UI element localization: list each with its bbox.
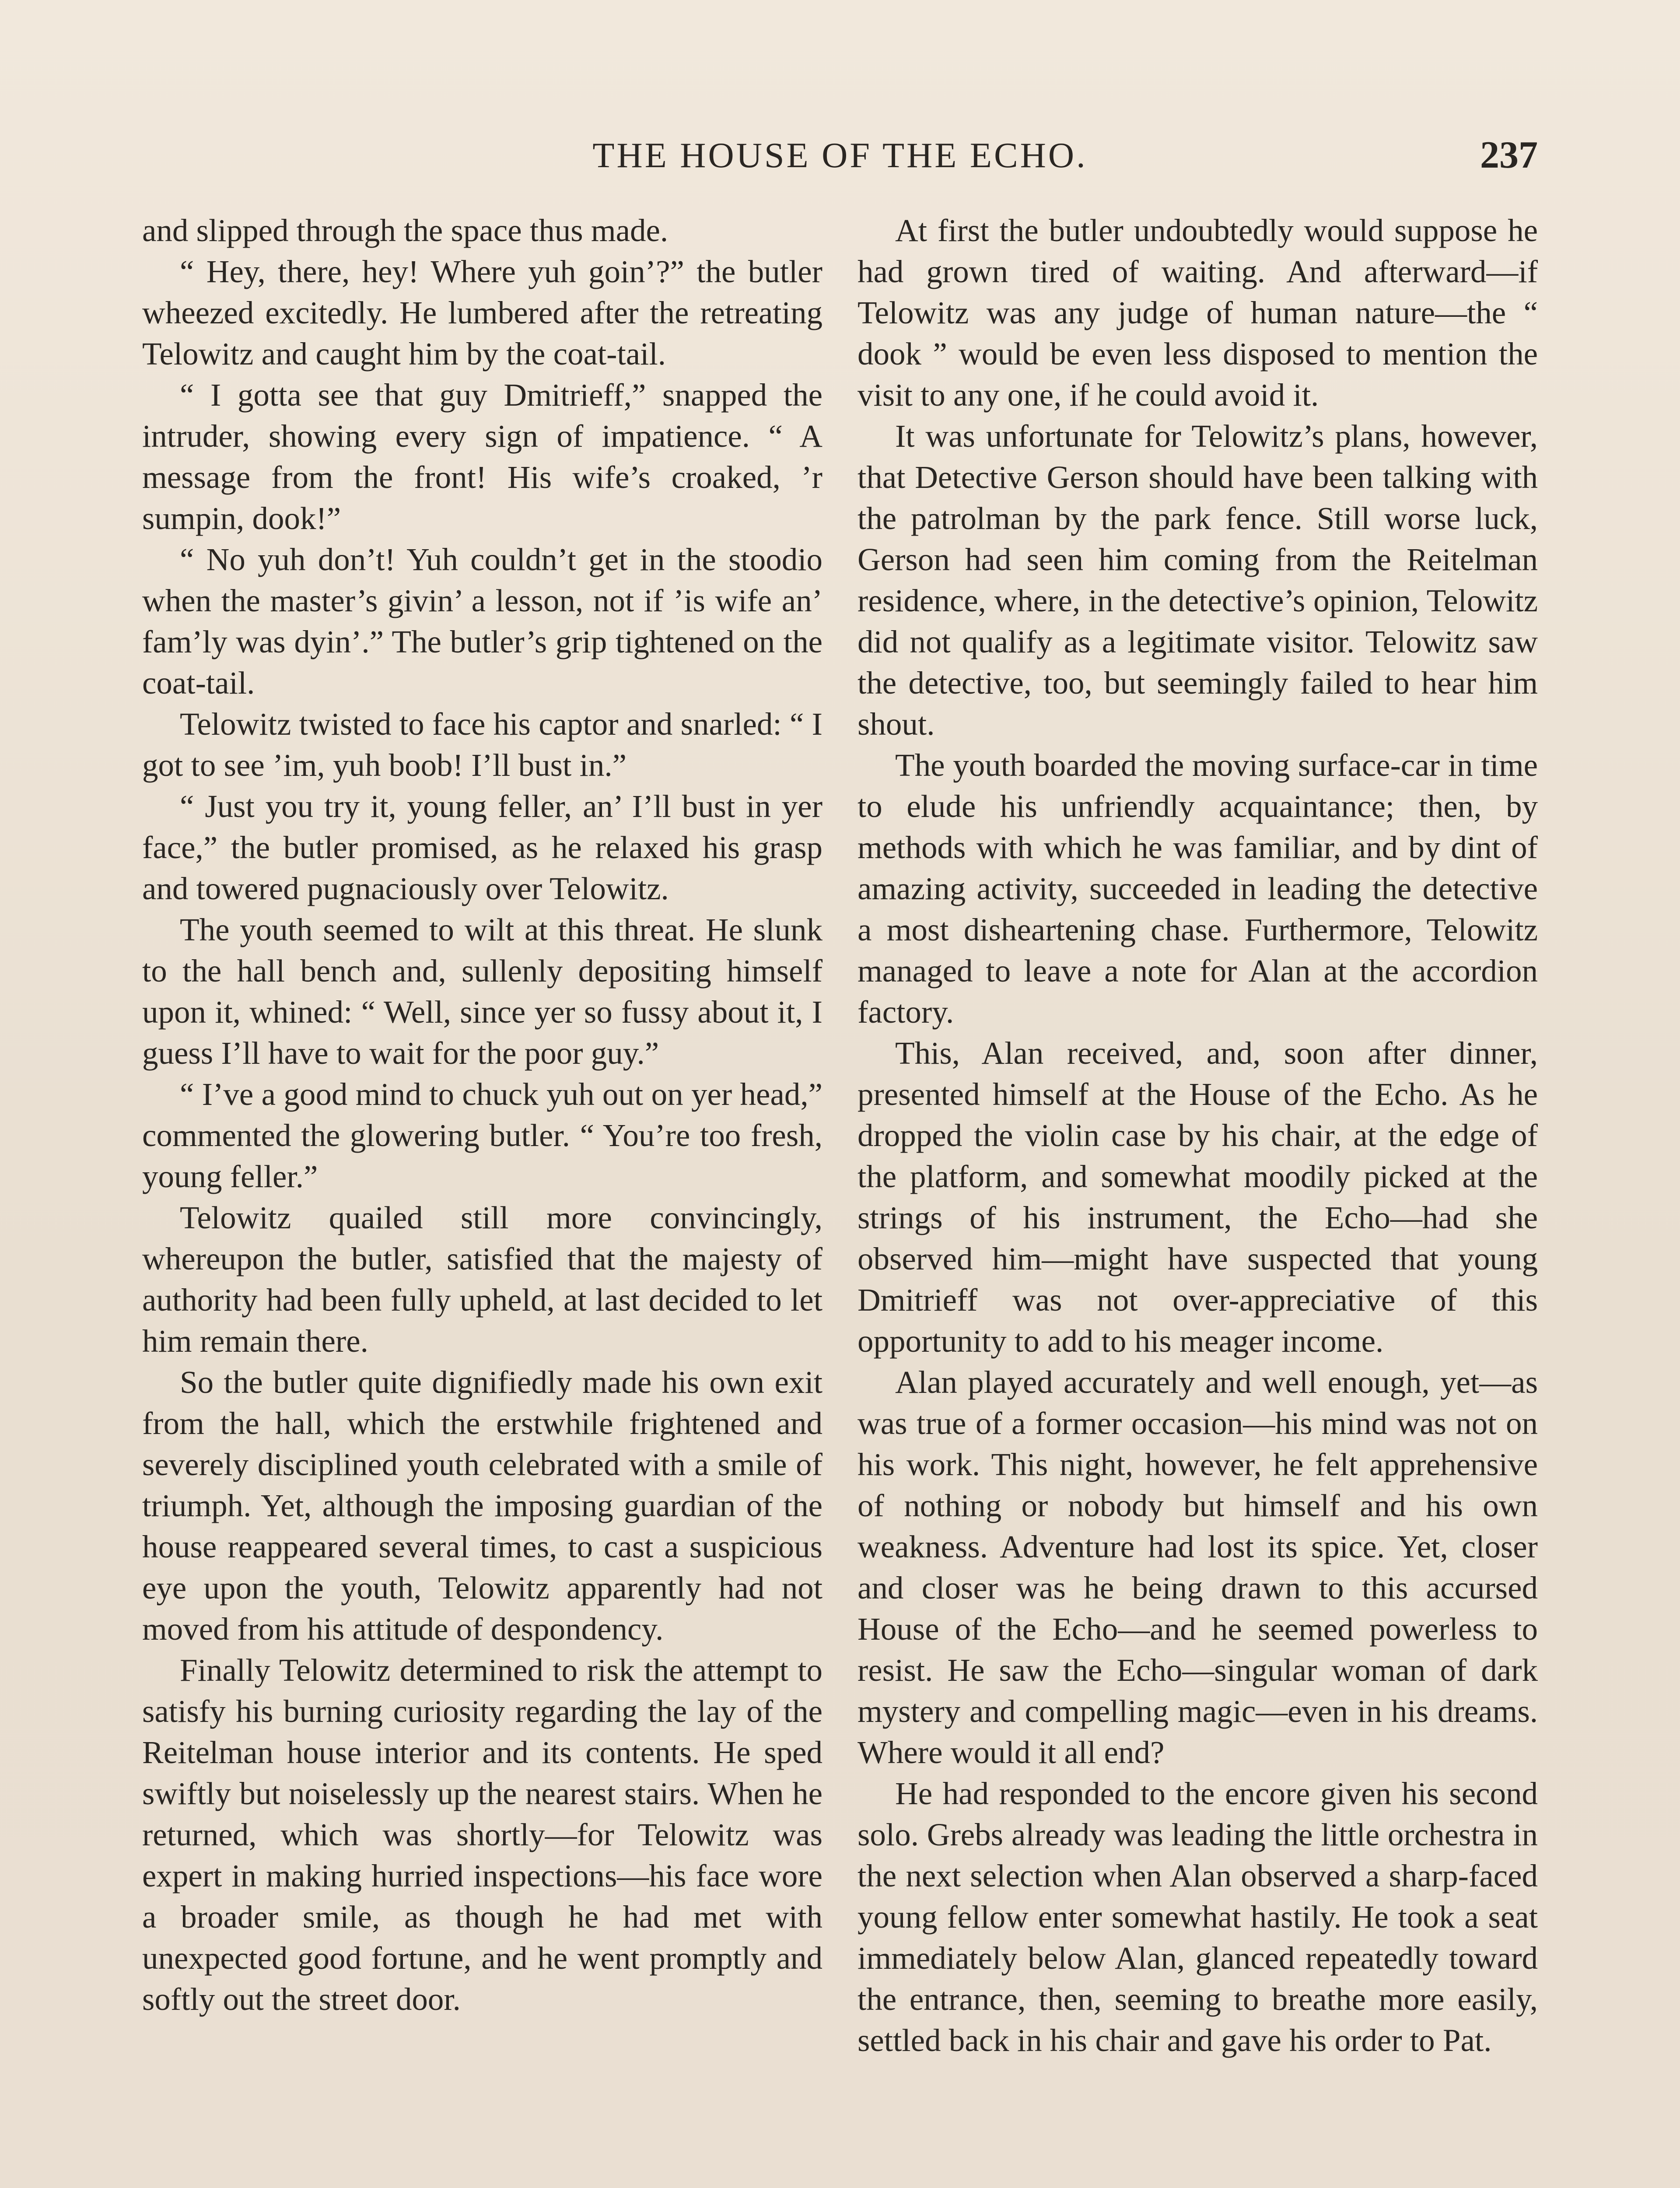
text-columns — [142, 210, 1538, 2188]
paragraph: “ I gotta see that guy Dmitrieff,” snapped the intruder, showing every sign of impatience. “ A message from the front! His wife’s croaked, ’r sumpin, dook!” — [142, 377, 822, 536]
paragraph: Finally Telowitz determined to risk the attempt to satisfy his burning curiosity regarding the lay of the Reitelman house interior and its contents. He sped swiftly but noiselessly up the nearest stairs. When he returned, which was shortly—for Telowitz was expert in making hurried inspections—his face wore a broader smile, as though he had met with unexpected good fortune, and he went promptly and softly out the street door. — [142, 1652, 822, 2017]
paragraph: So the butler quite dignifiedly made his own exit from the hall, which the erstwhile frightened and severely disciplined youth celebrated with a smile of triumph. Yet, although the imposing guardian of the house reappeared several times, to cast a suspicious eye upon the youth, Telowitz apparently had not moved from his attitude of despondency. — [142, 1364, 822, 1647]
paragraph: The youth boarded the moving surface-car in time to elude his unfriendly acquaintance; then, by methods with which he was familiar, and by dint of amazing activity, succeeded in leading the detective a most disheartening chase. Furthermore, Telowitz managed to leave a note for Alan at the accordion factory. — [858, 747, 1538, 1030]
paragraph: “ Hey, there, hey! Where yuh goin’?” the butler wheezed excitedly. He lumbered after the retreating Telowitz and caught him by the coat-tail. — [142, 254, 822, 372]
paragraph: At first the butler undoubtedly would suppose he had grown tired of waiting. And afterward—if Telowitz was any judge of human nature—the “ dook ” would be even less disposed to mention the visit to any one, if he could avoid it. — [858, 213, 1538, 413]
paragraph: He had responded to the encore given his second solo. Grebs already was leading the little orchestra in the next selection when Alan observed a sharp-faced young fellow enter somewhat hastily. He took a seat immediately below Alan, glanced repeatedly toward the entrance, then, seeming to breathe more easily, settled back in his chair and gave his order to Pat. — [858, 1776, 1538, 2058]
page-number: 237 — [1480, 134, 1538, 176]
paragraph: Alan played accurately and well enough, yet—as was true of a former occasion—his mind was not on his work. This night, however, he felt apprehensive of nothing or nobody but himself and his own weakness. Adventure had lost its spice. Yet, closer and closer was he being drawn to this accursed House of the Echo—and he seemed powerless to resist. He saw the Echo—singular woman of dark mystery and compelling magic—even in his dreams. Where would it all end? — [858, 1364, 1538, 1770]
paragraph: “ Just you try it, young feller, an’ I’ll bust in yer face,” the butler promised, as he relaxed his grasp and towered pugnaciously over Telowitz. — [142, 789, 822, 906]
paragraph: Telowitz quailed still more convincingly, whereupon the butler, satisfied that the majesty of authority had been fully upheld, at last decided to let him remain there. — [142, 1200, 822, 1359]
paragraph: “ No yuh don’t! Yuh couldn’t get in the stoodio when the master’s givin’ a lesson, not if ’is wife an’ fam’ly was dyin’.” The butler’s grip tightened on the coat-tail. — [142, 542, 822, 701]
paragraph: and slipped through the space thus made. — [142, 213, 668, 248]
page-header — [142, 131, 1538, 184]
paragraph: “ I’ve a good mind to chuck yuh out on yer head,” commented the glowering butler. “ You’re too fresh, young feller.” — [142, 1076, 822, 1194]
paragraph: Telowitz twisted to face his captor and snarled: “ I got to see ’im, yuh boob! I’ll bust in.” — [142, 706, 822, 783]
paragraph: It was unfortunate for Telowitz’s plans, however, that Detective Gerson should have been talking with the patrolman by the park fence. Still worse luck, Gerson had seen him coming from the Reitelman residence, where, in the detective’s opinion, Telowitz did not qualify as a legitimate visitor. Telowitz saw the detective, too, but seemingly failed to hear him shout. — [858, 418, 1538, 742]
paragraph: This, Alan received, and, soon after dinner, presented himself at the House of the Echo. As he dropped the violin case by his chair, at the edge of the platform, and somewhat moodily picked at the strings of his instrument, the Echo—had she observed him—might have suspected that young Dmitrieff was not over-appreciative of this opportunity to add to his meager income. — [858, 1035, 1538, 1359]
paragraph: The youth seemed to wilt at this threat. He slunk to the hall bench and, sullenly depositing himself upon it, whined: “ Well, since yer so fussy about it, I guess I’ll have to wait for the poor guy.” — [142, 912, 822, 1071]
running-title: THE HOUSE OF THE ECHO. — [592, 135, 1088, 175]
right-column — [858, 210, 1538, 2188]
left-column — [142, 210, 822, 2188]
